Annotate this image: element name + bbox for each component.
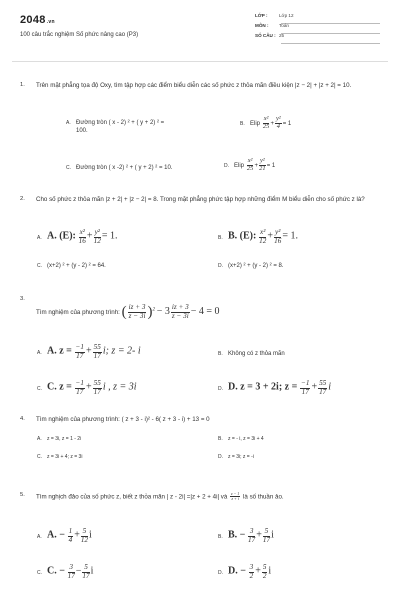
option-b[interactable]: B. Không có z thỏa mãn bbox=[218, 351, 285, 357]
option-a[interactable]: A. A. (E): $\frac{\text{x²}}{16}$ + $\frac{\text{y²}}{12}$ = 1. bbox=[37, 228, 118, 245]
option-a[interactable]: A. z = 3i, z = 1 - 2i bbox=[37, 436, 82, 442]
question-4 bbox=[20, 416, 380, 486]
option-a[interactable]: A. A. z = $\frac{-1}{17}$ + $\frac{55}{17}$ i; z = 2- i bbox=[37, 343, 141, 360]
option-c[interactable]: C. (x+2) ² + (y - 2) ² = 64. bbox=[37, 263, 106, 269]
question-number: 3. bbox=[20, 296, 25, 302]
question-text: Tìm nghiệm của phương trình: ( z + 3 - i)² - 6( z + 3 - i) + 13 = 0 bbox=[36, 416, 210, 423]
option-d[interactable]: D. Elip $\frac{\text{x²}}{25}$ + $\frac{\text{y²}}{21}$ = 1 bbox=[224, 157, 276, 172]
question-number: 2. bbox=[20, 196, 25, 202]
page-title: 100 câu trắc nghiệm Số phức nâng cao (P3) bbox=[20, 32, 139, 38]
meta-class: LỚP : Lớp 12 bbox=[255, 13, 380, 23]
option-b[interactable]: B. B. − $\frac{3}{17}$ + $\frac{5}{17}$ i bbox=[218, 527, 274, 544]
question-2 bbox=[20, 196, 380, 286]
option-a[interactable]: A. Đường tròn ( x - 2) ² + ( y + 2) ² = 100. bbox=[66, 120, 165, 135]
option-c[interactable]: C. Đường tròn ( x -2) ² + ( y + 2) ² = 10. bbox=[66, 165, 173, 171]
option-b[interactable]: B. Elip $\frac{\text{x²}}{25}$ + $\frac{\text{y²}}{4}$ = 1 bbox=[240, 115, 292, 130]
header bbox=[0, 0, 400, 58]
question-number: 5. bbox=[20, 492, 25, 498]
question-text: Tìm nghịch đảo của số phức z, biết z thỏa mãn | z - 2i| =|z + 2 + 4i| và $\frac{z - 1}{z + i}$ là số thuần ảo. bbox=[36, 491, 284, 502]
inline-fraction: $\frac{z - 1}{z + i}$ bbox=[231, 491, 240, 502]
question-text: Cho số phức z thỏa mãn |z + 2| + |z − 2| = 8. Trong mặt phẳng phức tập hợp những điểm M biểu diễn cho số phức z là? bbox=[36, 196, 365, 203]
option-d[interactable]: D. D. − $\frac{3}{2}$ + $\frac{5}{2}$ i bbox=[218, 563, 272, 580]
option-c[interactable]: C. z = 3i + 4; z = 3i bbox=[37, 454, 83, 460]
option-c[interactable]: C. C. z = $\frac{-1}{17}$ + $\frac{55}{17}$ i , z = 3i bbox=[37, 379, 137, 396]
meta-count: SỐ CÂU : 25 bbox=[255, 33, 380, 43]
option-d[interactable]: D. D. z = 3 + 2i; z = $\frac{-1}{17}$ + $\frac{55}{17}$ i bbox=[218, 379, 332, 396]
option-d[interactable]: D. (x+2) ² + (y - 2) ² = 8. bbox=[218, 263, 284, 269]
question-text: Tìm nghiệm của phương trình: ( $\frac{iz + 3}{z - 3i}$ )$^2$ − 3 $\frac{iz + 3}{z - 3i}$ − 4 = 0 bbox=[36, 303, 220, 320]
site-logo[interactable]: 2048.vn bbox=[20, 14, 55, 26]
meta-info bbox=[255, 13, 380, 43]
option-a[interactable]: A. A. − $\frac{1}{4}$ + $\frac{5}{12}$ i bbox=[37, 527, 92, 544]
option-b[interactable]: B. z = - i, z = 3i + 4 bbox=[218, 436, 264, 442]
meta-subject: MÔN : Toán bbox=[255, 23, 380, 33]
divider bbox=[12, 61, 388, 62]
option-b[interactable]: B. B. (E): $\frac{\text{x²}}{12}$ + $\frac{\text{y²}}{16}$ = 1. bbox=[218, 228, 299, 245]
option-c[interactable]: C. C. − $\frac{3}{17}$ − $\frac{5}{17}$ i bbox=[37, 563, 94, 580]
question-5 bbox=[20, 492, 380, 596]
question-1 bbox=[20, 82, 380, 182]
question-text: Trên mặt phẳng tọa độ Oxy, tìm tập hợp các điểm biểu diễn các số phức z thỏa mãn điều kiện |z − 2| + |z + 2| = 10. bbox=[36, 82, 352, 89]
question-number: 1. bbox=[20, 82, 25, 88]
option-d[interactable]: D. z = 3i; z = -i bbox=[218, 454, 254, 460]
question-number: 4. bbox=[20, 416, 25, 422]
